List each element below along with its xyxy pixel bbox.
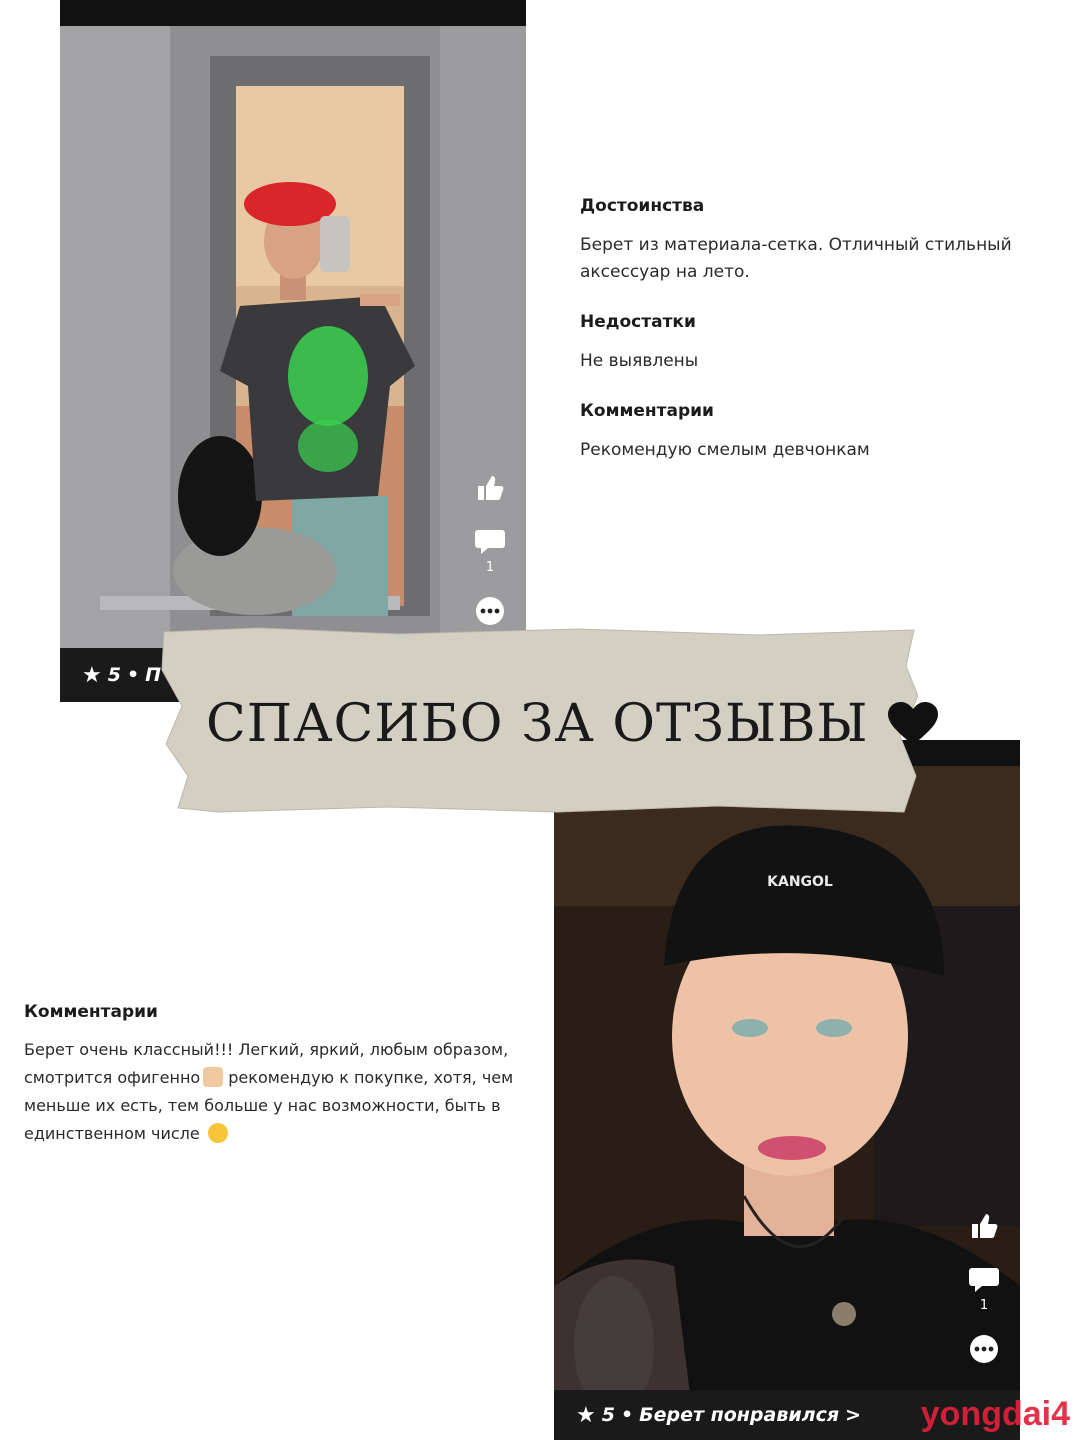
more-options-icon[interactable] xyxy=(474,595,506,627)
rating-separator: • xyxy=(126,664,140,686)
review-2-text xyxy=(24,1002,534,1148)
like-thumb-icon[interactable] xyxy=(474,472,506,504)
review-photo-card-2[interactable] xyxy=(554,740,1020,1440)
advantages-heading: Достоинства xyxy=(580,196,705,216)
wink-emoji-icon xyxy=(208,1123,228,1143)
comment-text-part-2: рекомендую к покупке, хотя, чем меньше их есть, тем больше у нас возможности, быть в единственном числе xyxy=(24,1068,514,1143)
comments-heading: Комментарии xyxy=(24,1002,158,1022)
comment-bubble-icon[interactable] xyxy=(474,524,506,556)
chevron-right-icon[interactable]: > xyxy=(845,1404,861,1426)
more-options-icon[interactable] xyxy=(968,1333,1000,1365)
like-thumb-icon[interactable] xyxy=(968,1210,1000,1242)
review-title: Берет понравился xyxy=(639,1404,840,1426)
thanks-title-text: СПАСИБО ЗА ОТЗЫВЫ xyxy=(206,694,869,754)
comment-text-part-1: Берет очень классный!!! Легкий, яркий, любым образом, смотрится офигенно xyxy=(24,1040,509,1087)
comment-bubble-icon[interactable] xyxy=(968,1262,1000,1294)
advantages-block xyxy=(580,196,1070,286)
watermark-text: yongdai4 xyxy=(920,1395,1070,1433)
review-photo-card-1[interactable] xyxy=(60,0,526,702)
heart-icon xyxy=(886,701,940,747)
advantages-text: Берет из материала-сетка. Отличный стильный аксессуар на лето. xyxy=(580,235,1012,282)
comments-block xyxy=(580,401,1070,464)
mirror-selfie-image xyxy=(60,26,526,648)
rating-value: 5 xyxy=(107,664,121,686)
comments-text xyxy=(24,1036,534,1148)
rating-star-icon: ★ xyxy=(82,662,102,688)
comment-count: 1 xyxy=(485,560,495,575)
rating-value: 5 xyxy=(601,1404,615,1426)
rating-separator: • xyxy=(620,1404,634,1426)
review-1-text xyxy=(580,196,1070,490)
cap-brand-label: KANGOL xyxy=(767,874,833,890)
review-title: П xyxy=(145,664,162,686)
disadvantages-block xyxy=(580,312,1070,375)
comments-heading: Комментарии xyxy=(580,401,714,421)
thanks-tape-banner xyxy=(158,626,918,814)
thumbs-up-emoji-icon xyxy=(203,1067,223,1087)
disadvantages-heading: Недостатки xyxy=(580,312,696,332)
comments-text: Рекомендую смелым девчонкам xyxy=(580,440,870,460)
review-2-actions xyxy=(966,1210,1002,1365)
disadvantages-text: Не выявлены xyxy=(580,351,699,371)
comment-count: 1 xyxy=(979,1298,989,1313)
review-1-actions xyxy=(472,472,508,627)
review-photo-1[interactable] xyxy=(60,26,526,648)
cap-selfie-image xyxy=(554,766,1020,1426)
rating-star-icon: ★ xyxy=(576,1402,596,1428)
review-photo-2[interactable] xyxy=(554,766,1020,1426)
thanks-title xyxy=(206,694,886,754)
